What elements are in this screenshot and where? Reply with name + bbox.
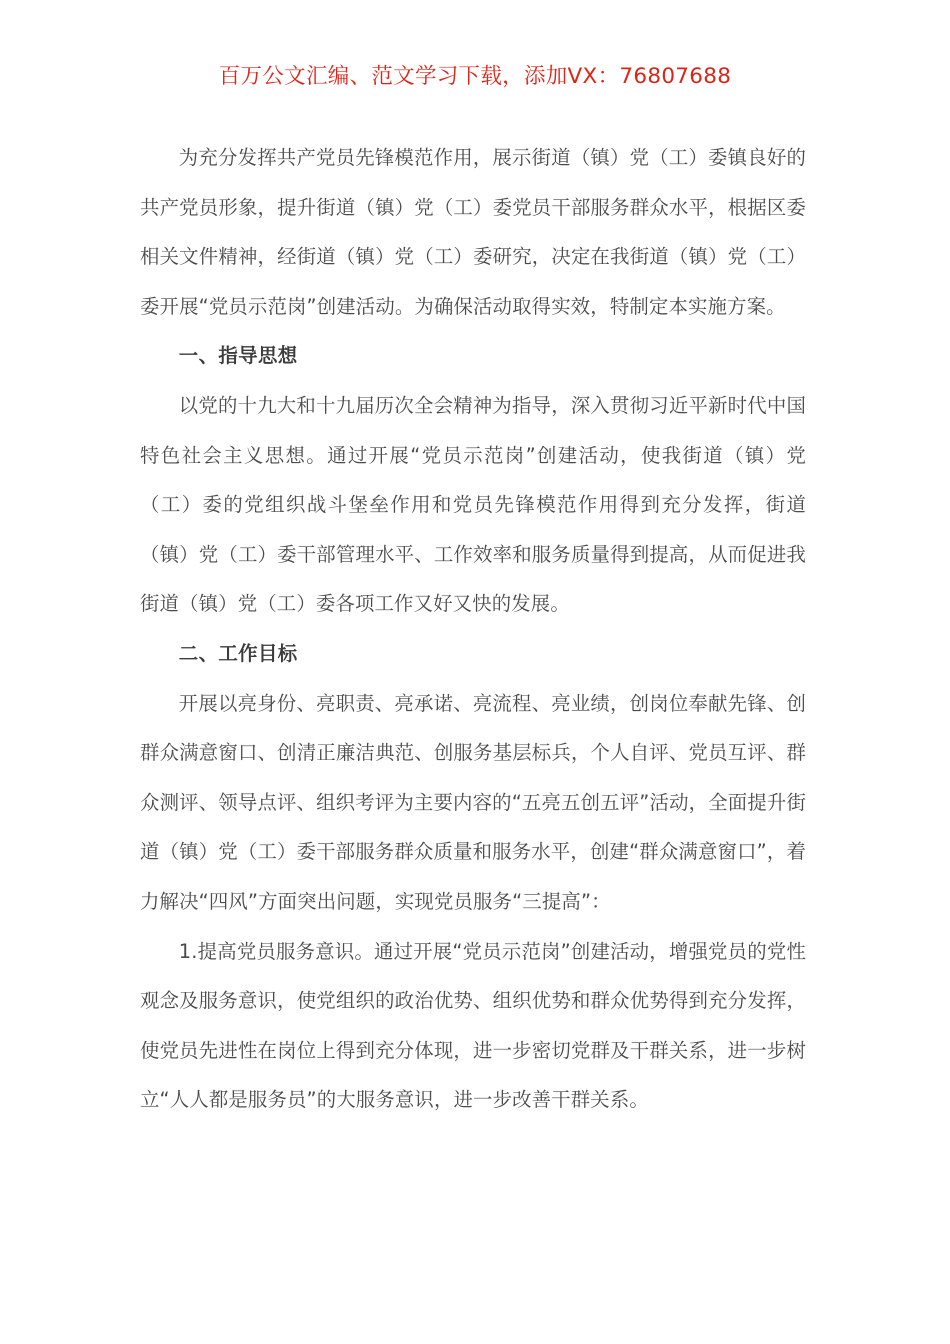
objective-item-1: 1.提高党员服务意识。通过开展“党员示范岗”创建活动，增强党员的党性观念及服务意识，使党组织的政治优势、组织优势和群众优势得到充分发挥，使党员先进性在岗位上得到充分体现，进一步密切党群及干群关系，进一步树立“人人都是服务员”的大服务意识，进一步改善干群关系。	[140, 939, 806, 1112]
guiding-ideology-paragraph: 以党的十九大和十九届历次全会精神为指导，深入贯彻习近平新时代中国特色社会主义思想。通过开展“党员示范岗”创建活动，使我街道（镇）党（工）委的党组织战斗堡垒作用和党员先锋模范作用得到充分发挥，街道（镇）党（工）委干部管理水平、工作效率和服务质量得到提高，从而促进我街道（镇）党（工）委各项工作又好又快的发展。	[140, 393, 806, 616]
promo-header-banner: 百万公文汇编、范文学习下载，添加VX：76807688	[218, 64, 732, 89]
section-heading-1: 一、指导思想	[178, 344, 298, 368]
work-objectives-paragraph: 开展以亮身份、亮职责、亮承诺、亮流程、亮业绩，创岗位奉献先锋、创群众满意窗口、创清正廉洁典范、创服务基层标兵，个人自评、党员互评、群众测评、领导点评、组织考评为主要内容的“五亮五创五评”活动，全面提升街道（镇）党（工）委干部服务群众质量和服务水平，创建“群众满意窗口”，着力解决“四风”方面突出问题，实现党员服务“三提高”：	[140, 691, 806, 913]
section-heading-2: 二、工作目标	[178, 641, 298, 665]
intro-paragraph: 为充分发挥共产党员先锋模范作用，展示街道（镇）党（工）委镇良好的共产党员形象，提升街道（镇）党（工）委党员干部服务群众水平，根据区委相关文件精神，经街道（镇）党（工）委研究，决定在我街道（镇）党（工）委开展“党员示范岗”创建活动。为确保活动取得实效，特制定本实施方案。	[140, 146, 806, 318]
document-body	[140, 133, 806, 1125]
